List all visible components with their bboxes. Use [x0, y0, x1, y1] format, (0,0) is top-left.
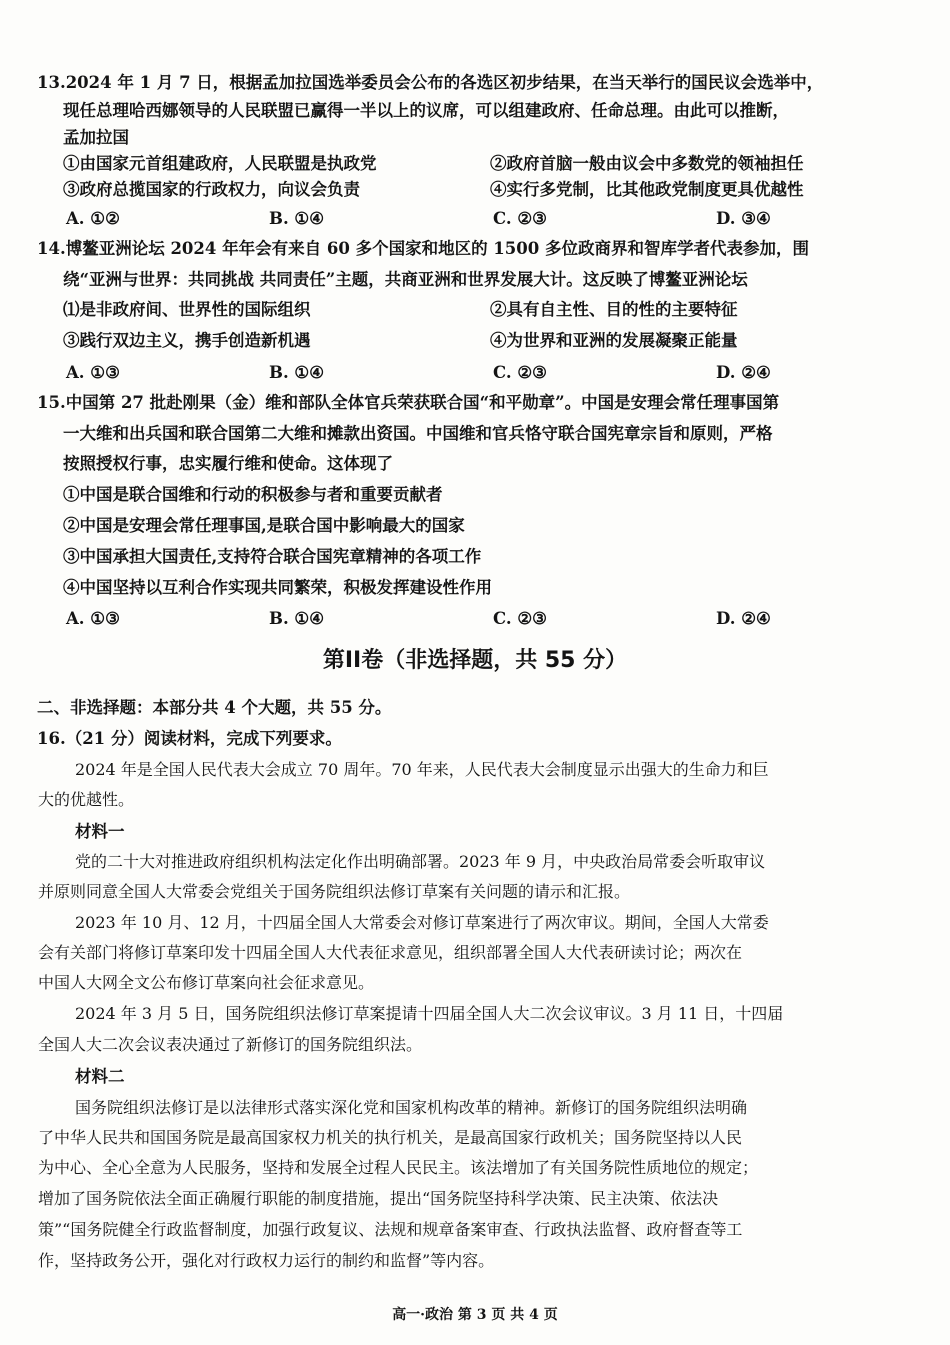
q13-stem-line-2: 现任总理哈西娜领导的人民联盟已赢得一半以上的议席，可以组建政府、任命总理。由此可以推断， [63, 101, 789, 120]
material-1-line-1: 党的二十大对推进政府组织机构法定化作出明确部署。2023 年 9 月，中央政治局常委会听取审议 [75, 852, 766, 871]
q15-stem-line-1: 15.中国第 27 批赴刚果（金）维和部队全体官兵荣获联合国“和平勋章”。中国是安理会常任理事国第 [37, 393, 780, 412]
material-2-line-3: 为中心、全心全意为人民服务，坚持和发展全过程人民民主。该法增加了有关国务院性质地位的规定； [38, 1158, 759, 1177]
q16-lead-line-2: 大的优越性。 [38, 790, 135, 809]
section-2-intro: 二、非选择题：本部分共 4 个大题，共 55 分。 [37, 698, 392, 717]
q13-option-b: B. ①④ [269, 209, 325, 228]
q14-statement-4: ④为世界和亚洲的发展凝聚正能量 [490, 331, 738, 350]
material-1-label: 材料一 [75, 822, 125, 841]
q13-stem-line-3: 孟加拉国 [63, 128, 129, 147]
page-footer: 高一·政治 第 3 页 共 4 页 [392, 1307, 558, 1323]
material-1-line-7: 全国人大二次会议表决通过了新修订的国务院组织法。 [38, 1035, 423, 1054]
q13-statement-2: ②政府首脑一般由议会中多数党的领袖担任 [490, 154, 804, 173]
q13-stem-line-1: 13.2024 年 1 月 7 日，根据孟加拉国选举委员会公布的各选区初步结果，在当天举行的国民议会选举中， [37, 73, 824, 92]
q13-option-d: D. ③④ [716, 209, 771, 228]
q14-option-b: B. ①④ [269, 363, 325, 382]
q14-statement-1: ⑴是非政府间、世界性的国际组织 [63, 300, 311, 319]
material-1-line-4: 会有关部门将修订草案印发十四届全国人大代表征求意见，组织部署全国人大代表研读讨论；两次在 [38, 943, 743, 962]
material-2-line-4: 增加了国务院依法全面正确履行职能的制度措施，提出“国务院坚持科学决策、民主决策、依法决 [38, 1189, 719, 1208]
material-1-line-5: 中国人大网全文公布修订草案向社会征求意见。 [38, 973, 375, 992]
q14-statement-3: ③践行双边主义，携手创造新机遇 [63, 331, 311, 350]
material-2-line-6: 作，坚持政务公开，强化对行政权力运行的制约和监督”等内容。 [38, 1251, 495, 1270]
q15-option-b: B. ①④ [269, 609, 325, 628]
q14-option-c: C. ②③ [493, 363, 547, 382]
q13-option-c: C. ②③ [493, 209, 547, 228]
q14-statement-2: ②具有自主性、目的性的主要特征 [490, 300, 738, 319]
q13-option-a: A. ①② [66, 209, 120, 228]
material-2-line-5: 策”“国务院健全行政监督制度，加强行政复议、法规和规章备案审查、行政执法监督、政府督查等工 [38, 1220, 743, 1239]
q15-option-a: A. ①③ [66, 609, 120, 628]
material-2-line-1: 国务院组织法修订是以法律形式落实深化党和国家机构改革的精神。新修订的国务院组织法明确 [75, 1098, 748, 1117]
material-1-line-2: 并原则同意全国人大常委会党组关于国务院组织法修订草案有关问题的请示和汇报。 [38, 882, 631, 901]
q15-option-c: C. ②③ [493, 609, 547, 628]
q14-option-a: A. ①③ [66, 363, 120, 382]
q15-statement-1: ①中国是联合国维和行动的积极参与者和重要贡献者 [63, 485, 443, 504]
q15-stem-line-3: 按照授权行事，忠实履行维和使命。这体现了 [63, 454, 393, 473]
q15-statement-2: ②中国是安理会常任理事国,是联合国中影响最大的国家 [63, 516, 465, 535]
q14-stem-line-2: 绕“亚洲与世界：共同挑战 共同责任”主题，共商亚洲和世界发展大计。这反映了博鳌亚洲论坛 [63, 270, 748, 289]
q15-stem-line-2: 一大维和出兵国和联合国第二大维和摊款出资国。中国维和官兵恪守联合国宪章宗旨和原则，严格 [63, 424, 773, 443]
material-2-label: 材料二 [75, 1067, 125, 1086]
material-2-line-2: 了中华人民共和国国务院是最高国家权力机关的执行机关，是最高国家行政机关；国务院坚持以人民 [38, 1128, 743, 1147]
material-1-line-6: 2024 年 3 月 5 日，国务院组织法修订草案提请十四届全国人大二次会议审议。3 月 11 日，十四届 [75, 1004, 784, 1023]
q13-statement-4: ④实行多党制，比其他政党制度更具优越性 [490, 180, 804, 199]
q16-lead-line-1: 2024 年是全国人民代表大会成立 70 周年。70 年来，人民代表大会制度显示出强大的生命力和巨 [75, 760, 769, 779]
q14-stem-line-1: 14.博鳌亚洲论坛 2024 年年会有来自 60 多个国家和地区的 1500 多位政商界和智库学者代表参加，围 [37, 239, 809, 258]
section-2-title: 第II卷（非选择题，共 55 分） [322, 648, 628, 673]
material-1-line-3: 2023 年 10 月、12 月，十四届全国人大常委会对修订草案进行了两次审议。期间，全国人大常委 [75, 913, 769, 932]
q14-option-d: D. ②④ [716, 363, 771, 382]
q13-statement-1: ①由国家元首组建政府，人民联盟是执政党 [63, 154, 377, 173]
q15-statement-3: ③中国承担大国责任,支持符合联合国宪章精神的各项工作 [63, 547, 482, 566]
q15-option-d: D. ②④ [716, 609, 771, 628]
q13-statement-3: ③政府总揽国家的行政权力，向议会负责 [63, 180, 360, 199]
q15-statement-4: ④中国坚持以互利合作实现共同繁荣，积极发挥建设性作用 [63, 578, 492, 597]
q16-head: 16.（21 分）阅读材料，完成下列要求。 [37, 729, 342, 748]
